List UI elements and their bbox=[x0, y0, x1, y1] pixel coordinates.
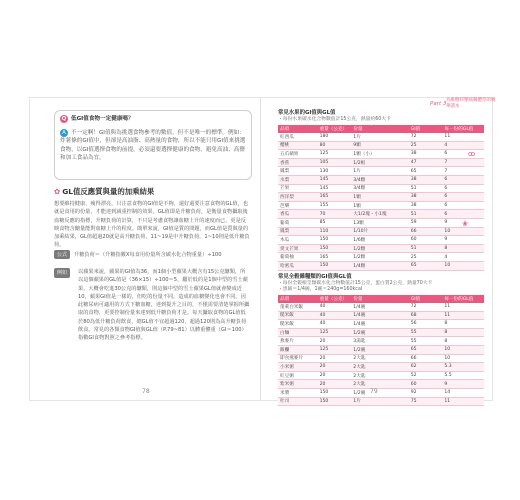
fruit-icon: ❀ bbox=[462, 220, 468, 228]
fruit-table-cell: 38 bbox=[409, 150, 443, 159]
fruit-table-cell: 1/6顆 bbox=[351, 236, 408, 245]
grain-table-cell: 9 bbox=[442, 380, 484, 389]
grain-table-cell: 55 bbox=[409, 328, 443, 337]
example-text: 以蘋果來說，蘋果的GI值為36，而1個小型蘋果大概含有15公克醣類，所以這個蘋果的GL值是（36×15）÷100＝5，屬於低的是1個中型的雪士蘋果，大概會吃進30公克的醣類，則這個中型的雪士蘋果GL值就會變成近10，蘋果GI值是一樣的，但吃的份量不同，造成的血糖變化也會不同。因此糖尿病可適用的方式下糖血糖，達到提升之目的，不僅需要清楚掌握所攝取的食物，更要控制份量來達到低升糖負荷才是。每天攝取食物的GL值低於80為低升糖負荷飲食，總GL值不宜超過120，超過120則為高升糖負荷飲食。常見的各類食物GI值與GL值（P.79~81）以體重體重（GI＝100）指數GI食物對照之參考指標。 bbox=[78, 269, 250, 342]
fruit-table-row bbox=[278, 261, 484, 270]
grain-table-cell: 8 bbox=[442, 328, 484, 337]
col-header: 重量（公克） bbox=[318, 295, 352, 303]
fruit-table-row bbox=[278, 184, 484, 193]
page-gutter bbox=[260, 98, 261, 400]
grain-table-cell: 92 bbox=[409, 388, 443, 397]
grain-table-cell: 56 bbox=[409, 320, 443, 329]
question-badge: Q bbox=[61, 116, 67, 122]
grain-table-cell: 125 bbox=[318, 345, 352, 354]
grain-table-cell: 40 bbox=[318, 311, 352, 320]
grain-table-cell: 1片 bbox=[351, 397, 408, 406]
grain-table-row bbox=[278, 337, 484, 346]
grain-table-cell: 62 bbox=[409, 363, 443, 372]
grain-table-cell: 10 bbox=[442, 345, 484, 354]
grain-table-title: 常見全穀雜糧類的GI值與GL值 bbox=[278, 274, 352, 280]
fruit-table-cell: 4 bbox=[442, 253, 484, 262]
fruit-table-cell: 150 bbox=[318, 261, 352, 270]
fruit-table-cell: 1/2顆 bbox=[351, 244, 408, 253]
grain-table-row bbox=[278, 397, 484, 406]
grain-table-row bbox=[278, 328, 484, 337]
fruit-table-row bbox=[278, 133, 484, 141]
col-header: 品項 bbox=[278, 125, 318, 133]
fruit-table-cell: 51 bbox=[409, 210, 443, 219]
fruit-table-cell: 西洋梨 bbox=[278, 193, 318, 202]
fruit-table-cell: 66 bbox=[409, 227, 443, 236]
col-header: 份量 bbox=[351, 125, 408, 133]
fruit-table-row bbox=[278, 201, 484, 210]
grain-table-cell: 2大匙 bbox=[351, 371, 408, 380]
grain-table-cell: 紫米粥 bbox=[278, 380, 318, 389]
grain-table-header bbox=[278, 295, 484, 303]
fruit-table-cell: 11 bbox=[442, 133, 484, 141]
fruit-table-cell: 哈密瓜 bbox=[278, 261, 318, 270]
fruit-table-cell: 3/4顆 bbox=[351, 175, 408, 184]
fruit-table-row bbox=[278, 175, 484, 184]
grain-table-row bbox=[278, 371, 484, 380]
flower-icon: ✿ bbox=[54, 187, 61, 196]
fruit-table-cell: 1顆 bbox=[351, 193, 408, 202]
fruit-table-cell: 愛文芒果 bbox=[278, 244, 318, 253]
col-header: 份量 bbox=[351, 295, 408, 303]
fruit-table-cell: 47 bbox=[409, 158, 443, 167]
fruit-table-row bbox=[278, 218, 484, 227]
fruit-table-cell: 1/10片 bbox=[351, 227, 408, 236]
grain-table-block bbox=[278, 274, 484, 406]
grain-table-row bbox=[278, 380, 484, 389]
grain-table-cell: 125 bbox=[318, 328, 352, 337]
grain-table-cell: 150 bbox=[318, 397, 352, 406]
fruit-table-cell: 105 bbox=[318, 158, 352, 167]
fruit-table-cell: 8 bbox=[442, 244, 484, 253]
grain-table-cell: 150 bbox=[318, 388, 352, 397]
fruit-table-body bbox=[278, 133, 484, 270]
fruit-table-cell: 水梨 bbox=[278, 175, 318, 184]
grain-table-cell: 8 bbox=[442, 337, 484, 346]
fruit-table-cell: 145 bbox=[318, 184, 352, 193]
qa-answer bbox=[60, 129, 246, 163]
grain-table-row bbox=[278, 311, 484, 320]
grain-table-cell: 紅豆粥 bbox=[278, 371, 318, 380]
answer-badge: A bbox=[60, 129, 68, 137]
col-header: 每一份的GL值 bbox=[442, 125, 484, 133]
col-header: 重量（公克） bbox=[318, 125, 352, 133]
book-spread bbox=[30, 98, 492, 405]
grain-table-cell: 糙米飯 bbox=[278, 311, 318, 320]
grain-table-note: ・黑飯＝1/4碗，1碗＝240g=160kcal bbox=[278, 287, 363, 292]
grain-table-cell: 11 bbox=[442, 397, 484, 406]
grain-table-cell: 65 bbox=[409, 345, 443, 354]
qa-box bbox=[54, 110, 252, 180]
fruit-table-cell: 6 bbox=[442, 193, 484, 202]
fruit-table-cell: 72 bbox=[409, 133, 443, 141]
grain-table-cell: 20 bbox=[318, 354, 352, 363]
grain-table-row bbox=[278, 345, 484, 354]
grain-table-cell: 米漿 bbox=[278, 388, 318, 397]
fruit-table-cell: 3/4顆 bbox=[351, 184, 408, 193]
fruit-table-cell: 1顆 bbox=[351, 201, 408, 210]
fruit-table-cell: 51 bbox=[409, 244, 443, 253]
fruit-table-header bbox=[278, 125, 484, 133]
fruit-table bbox=[278, 125, 484, 271]
fruit-table-cell: 165 bbox=[318, 253, 352, 262]
fruit-table-cell: 1/4顆 bbox=[351, 261, 408, 270]
grain-table-cell: 20 bbox=[318, 371, 352, 380]
grain-table-cell: 40 bbox=[318, 320, 352, 329]
fruit-table-cell: 85 bbox=[318, 218, 352, 227]
fruit-table-title: 常見水果的GI值與GL值 bbox=[278, 110, 336, 116]
fruit-table-cell: 9 bbox=[442, 218, 484, 227]
fruit-table-cell: 9顆 bbox=[351, 141, 408, 150]
fruit-table-cell: 鳳梨 bbox=[278, 227, 318, 236]
grain-table-cell: 72 bbox=[409, 303, 443, 311]
grain-table-cell: 5.5 bbox=[442, 371, 484, 380]
grain-table-cell: 1/2碗 bbox=[351, 345, 408, 354]
grain-table bbox=[278, 295, 484, 406]
fruit-table-cell: 70 bbox=[318, 210, 352, 219]
page-number-left: 78 bbox=[142, 388, 150, 395]
fruit-table-cell: 65 bbox=[409, 261, 443, 270]
grain-table-row bbox=[278, 320, 484, 329]
fruit-table-note: ・每份水果碳水化合物數值計15公克，熱量約60大卡 bbox=[278, 117, 391, 122]
fruit-table-cell: 1/2根 bbox=[351, 158, 408, 167]
grain-table-cell: 2大匙 bbox=[351, 380, 408, 389]
page-number-right: 79 bbox=[370, 388, 378, 395]
fruit-table-cell: 145 bbox=[318, 175, 352, 184]
grain-table-cell: 3湯匙 bbox=[351, 337, 408, 346]
fruit-table-cell: 10 bbox=[442, 227, 484, 236]
qa-question bbox=[60, 115, 134, 123]
cherry-icon: ꝏ bbox=[468, 150, 476, 158]
fruit-table-cell: 125 bbox=[318, 150, 352, 159]
fruit-table-cell: 155 bbox=[318, 201, 352, 210]
grain-table-cell: 吐司 bbox=[278, 397, 318, 406]
grain-table-cell: 1/2碗 bbox=[351, 388, 408, 397]
example-tag: 例如 bbox=[54, 268, 70, 278]
grain-table-cell: 60 bbox=[409, 380, 443, 389]
fruit-table-row bbox=[278, 141, 484, 150]
grain-table-body bbox=[278, 303, 484, 406]
grain-table-cell: 40 bbox=[318, 303, 352, 311]
fruit-table-cell: 150 bbox=[318, 244, 352, 253]
fruit-table-row bbox=[278, 244, 484, 253]
grain-table-cell: 1/4碗 bbox=[351, 311, 408, 320]
example-block bbox=[54, 268, 250, 343]
grain-table-cell: 55 bbox=[409, 337, 443, 346]
fruit-table-row bbox=[278, 193, 484, 202]
fruit-table-cell: 38 bbox=[409, 201, 443, 210]
grain-table-row bbox=[278, 363, 484, 372]
grain-table-cell: 蓬萊白米飯 bbox=[278, 303, 318, 311]
fruit-table-cell: 165 bbox=[318, 193, 352, 202]
fruit-table-cell: 6 bbox=[442, 175, 484, 184]
grain-table-cell: 75 bbox=[409, 397, 443, 406]
col-header: 每一份的GL值 bbox=[442, 295, 484, 303]
fruit-table-cell: 1片 bbox=[351, 167, 408, 176]
fruit-table-cell: 6 bbox=[442, 150, 484, 159]
fruit-table-cell: 鳳梨 bbox=[278, 167, 318, 176]
fruit-table-cell: 4 bbox=[442, 141, 484, 150]
fruit-table-cell: 38 bbox=[409, 193, 443, 202]
fruit-table-cell: 櫻桃 bbox=[278, 141, 318, 150]
fruit-table-cell: 10 bbox=[442, 261, 484, 270]
grain-table-cell: 1/4碗 bbox=[351, 320, 408, 329]
question-text: 低GI值食物一定健康嗎？ bbox=[71, 116, 134, 122]
fruit-table-cell: 13顆 bbox=[351, 218, 408, 227]
grain-table-cell: 白麵 bbox=[278, 328, 318, 337]
grain-table-cell: 14 bbox=[442, 388, 484, 397]
section-title-text: GL值反應質與量的加乘結果 bbox=[62, 187, 155, 196]
grain-table-cell: 1/4碗 bbox=[351, 303, 408, 311]
grain-table-row bbox=[278, 303, 484, 311]
part-subtitle: 為維糖時壓縮關體型的精華讀本 bbox=[446, 98, 496, 109]
grain-table-cell: 20 bbox=[318, 337, 352, 346]
grain-table-cell: 68 bbox=[409, 311, 443, 320]
part-label: Part 3 bbox=[430, 101, 447, 107]
fruit-table-cell: 芒果 bbox=[278, 184, 318, 193]
grain-table-cell: 飯糰 bbox=[278, 345, 318, 354]
formula-text: 升糖負荷＝（升糖指數Ⅹ每食用份量所含碳水化合物重量）÷100 bbox=[74, 252, 222, 258]
grain-table-cell: 小米粥 bbox=[278, 363, 318, 372]
grain-table-row bbox=[278, 354, 484, 363]
fruit-table-cell: 9 bbox=[442, 236, 484, 245]
grain-table-cell: 20 bbox=[318, 380, 352, 389]
grain-table-cell: 2大匙 bbox=[351, 354, 408, 363]
fruit-table-row bbox=[278, 158, 484, 167]
fruit-table-cell: 59 bbox=[409, 218, 443, 227]
col-header: 品項 bbox=[278, 295, 318, 303]
fruit-table-cell: 6 bbox=[442, 184, 484, 193]
fruit-table-cell: 25 bbox=[409, 253, 443, 262]
grain-table-cell: 10 bbox=[442, 354, 484, 363]
fruit-table-row bbox=[278, 150, 484, 159]
grain-table-cell: 66 bbox=[409, 354, 443, 363]
fruit-table-cell: 51 bbox=[409, 184, 443, 193]
fruit-table-cell: 25 bbox=[409, 141, 443, 150]
grain-table-cell: 糙米飯 bbox=[278, 320, 318, 329]
formula-tag: 公式 bbox=[54, 250, 70, 259]
fruit-table-cell: 香蕉 bbox=[278, 158, 318, 167]
fruit-table-cell: 五爪蘋果 bbox=[278, 150, 318, 159]
grain-table-cell: 52 bbox=[409, 371, 443, 380]
grain-table-cell: 8 bbox=[442, 320, 484, 329]
fruit-table-row bbox=[278, 253, 484, 262]
fruit-table-cell: 7 bbox=[442, 158, 484, 167]
grain-table-cell: 11 bbox=[442, 311, 484, 320]
fruit-table-cell: 大1/2塊・小1塊 bbox=[351, 210, 408, 219]
fruit-table-cell: 7 bbox=[442, 167, 484, 176]
fruit-table-cell: 60 bbox=[409, 236, 443, 245]
fruit-table-cell: 6 bbox=[442, 210, 484, 219]
fruit-table-cell: 1片 bbox=[351, 133, 408, 141]
fruit-table-cell: 葡萄柚 bbox=[278, 253, 318, 262]
formula-row bbox=[54, 250, 250, 259]
fruit-table-cell: 180 bbox=[318, 133, 352, 141]
section-title bbox=[54, 186, 154, 197]
fruit-table-cell: 80 bbox=[318, 141, 352, 150]
grain-table-cell: 20 bbox=[318, 363, 352, 372]
fruit-table-block bbox=[278, 110, 484, 271]
grain-table-row bbox=[278, 388, 484, 397]
fruit-table-cell: 紅西瓜 bbox=[278, 133, 318, 141]
grain-table-cell: 1/2碗 bbox=[351, 328, 408, 337]
fruit-table-cell: 110 bbox=[318, 227, 352, 236]
fruit-table-cell: 1/2顆 bbox=[351, 253, 408, 262]
answer-text: 不一定啊！GI值與為挑選食物參考的數值，但不是唯一的標準。例如：炸薯條的GI值中，但卻是高油脂、高熱量的食物，所以不能只用GI值來挑選食物，以GI值選擇食物的前提，必須還要選擇健康的食物，避免高油、高鹽和加工食品為宜。 bbox=[60, 130, 246, 162]
fruit-table-cell: 葡萄 bbox=[278, 218, 318, 227]
fruit-table-cell: 芭樂 bbox=[278, 201, 318, 210]
grain-table-cell: 燕麥片 bbox=[278, 337, 318, 346]
fruit-table-cell: 6 bbox=[442, 201, 484, 210]
col-header: GI值 bbox=[409, 125, 443, 133]
grain-table-cell: 11 bbox=[442, 303, 484, 311]
fruit-table-row bbox=[278, 167, 484, 176]
grain-table-cell: 2大匙 bbox=[351, 363, 408, 372]
col-header: GI值 bbox=[409, 295, 443, 303]
fruit-table-cell: 香瓜 bbox=[278, 210, 318, 219]
fruit-table-row bbox=[278, 210, 484, 219]
body-paragraph: 想要維持健康、瘦得漂亮，只注意食物的GI值是不夠，還好還要注意食物的GL值，也就是食用的份量，才能達到減重控制的效果。GL值即是升糖負荷，是衡量食物攝取後血糖反應的指標，升糖負荷的計算，不只是考慮食物讓血糖上升的速度而已，更是反映食物含醣量能對血糖上升的程度。簡單來說，GI值是質的問題，而GL值是質與量的加乘結果，GL值超過20就是高升糖負荷，11~19是中升糖負荷，1~10則是低升糖負荷。 bbox=[54, 201, 250, 249]
grain-table-note: ・每份全穀根莖類碳水化合物數值計15公克，蛋白質2公克，熱量70大卡 bbox=[278, 281, 433, 286]
fruit-table-cell: 130 bbox=[318, 167, 352, 176]
fruit-table-cell: 150 bbox=[318, 236, 352, 245]
fruit-table-row bbox=[278, 236, 484, 245]
grain-table-cell: 即食燕麥片 bbox=[278, 354, 318, 363]
fruit-table-cell: 木瓜 bbox=[278, 236, 318, 245]
fruit-table-cell: 65 bbox=[409, 167, 443, 176]
fruit-table-row bbox=[278, 227, 484, 236]
grain-table-cell: 5.3 bbox=[442, 363, 484, 372]
fruit-table-cell: 1顆（小） bbox=[351, 150, 408, 159]
fruit-table-cell: 38 bbox=[409, 175, 443, 184]
